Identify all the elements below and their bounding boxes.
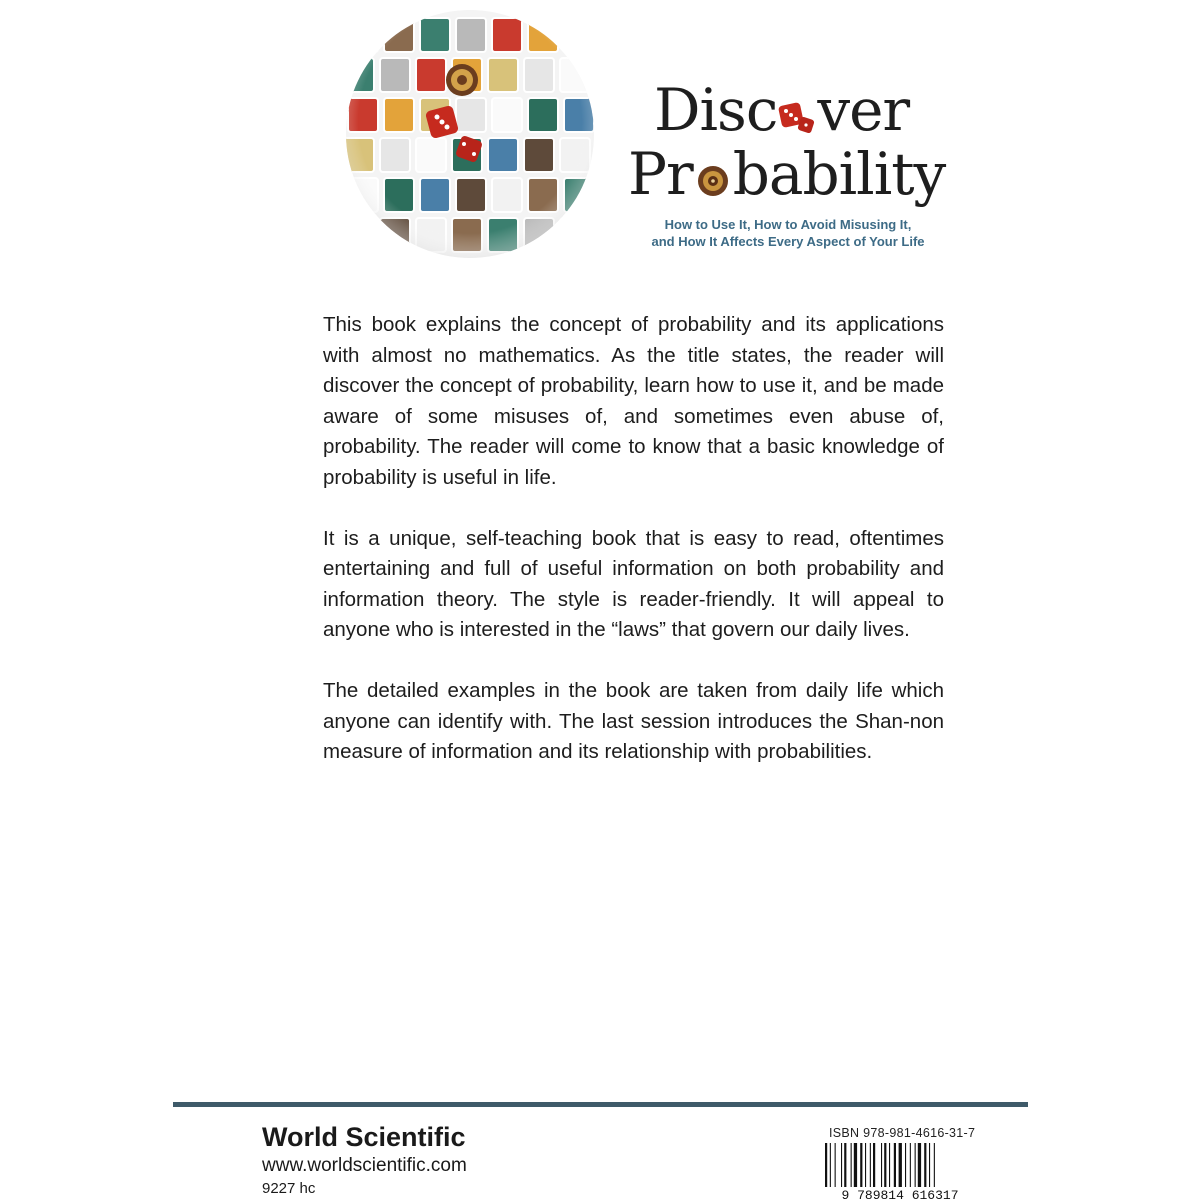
title-text-part1: Disc bbox=[654, 76, 778, 144]
barcode-bar bbox=[865, 1143, 866, 1187]
barcode-bar bbox=[905, 1143, 906, 1187]
barcode-bar bbox=[910, 1143, 911, 1187]
title-line-probability bbox=[600, 142, 960, 206]
globe-tile bbox=[560, 218, 590, 252]
globe-tile bbox=[564, 18, 594, 52]
publisher-block bbox=[262, 1121, 467, 1199]
barcode-bar bbox=[915, 1143, 916, 1187]
barcode-digits: 9 789814 616317 bbox=[841, 1188, 959, 1201]
barcode-bar bbox=[844, 1143, 846, 1187]
barcode-bar bbox=[929, 1143, 930, 1187]
product-code: 9227 hc bbox=[262, 1180, 316, 1197]
barcode-bar bbox=[835, 1143, 836, 1187]
barcode-bar bbox=[881, 1143, 882, 1187]
barcode-bar bbox=[899, 1143, 902, 1187]
title-line-discover bbox=[600, 78, 960, 142]
barcode-bars bbox=[825, 1143, 935, 1187]
book-description bbox=[323, 310, 944, 798]
isbn-label: ISBN 978-981-4616-31-7 bbox=[829, 1126, 976, 1140]
barcode-bar bbox=[854, 1143, 857, 1187]
title-text-part2-start: Pr bbox=[628, 140, 693, 208]
publisher-url: www.worldscientific.com bbox=[262, 1155, 467, 1176]
subtitle-line-1: How to Use It, How to Avoid Misusing It, bbox=[664, 217, 912, 232]
description-paragraph: This book explains the concept of probability and its applications with almost no mathematics. As the title states, the reader will discover the concept of probability, learn how to use it, and be made aware of some misuses of, and sometimes even abuse of, probability. The reader will come to know that a basic knowledge of probability is useful in life. bbox=[323, 313, 944, 489]
barcode-bar bbox=[924, 1143, 926, 1187]
footer-divider bbox=[173, 1102, 1028, 1107]
barcode-bar bbox=[894, 1143, 896, 1187]
barcode-bar bbox=[860, 1143, 862, 1187]
subtitle-line-2: and How It Affects Every Aspect of Your Life bbox=[651, 234, 925, 249]
barcode-bar bbox=[884, 1143, 886, 1187]
description-paragraph: It is a unique, self-teaching book that is easy to read, oftentimes entertaining and full of useful information on both probability and information theory. The style is reader-friendly. It will appeal to anyone who is interested in the “laws” that govern our daily lives. bbox=[323, 526, 944, 641]
roulette-letter-icon bbox=[693, 154, 733, 198]
title-text-part2-end: bability bbox=[732, 140, 946, 208]
barcode bbox=[823, 1143, 977, 1201]
globe-tile bbox=[344, 218, 374, 252]
barcode-bar bbox=[830, 1143, 831, 1187]
publisher-name: World Scientific bbox=[262, 1122, 466, 1152]
barcode-bar bbox=[870, 1143, 871, 1187]
globe-collage-image bbox=[340, 0, 600, 272]
title-block bbox=[600, 78, 960, 250]
dice-letter-icon bbox=[777, 90, 817, 134]
globe-tile bbox=[348, 18, 378, 52]
barcode-bar bbox=[918, 1143, 921, 1187]
barcode-bar bbox=[934, 1143, 935, 1187]
barcode-bar bbox=[825, 1143, 827, 1187]
subtitle bbox=[600, 216, 960, 250]
barcode-bar bbox=[889, 1143, 890, 1187]
barcode-bar bbox=[841, 1143, 842, 1187]
roulette-wheel-icon bbox=[446, 64, 478, 96]
barcode-bar bbox=[851, 1143, 852, 1187]
barcode-bar bbox=[873, 1143, 875, 1187]
title-text-part1-end: ver bbox=[817, 76, 910, 144]
description-paragraph: The detailed examples in the book are taken from daily life which anyone can identify with. The last session introduces the Shan-non measure of information and its relationship with probabilities. bbox=[323, 679, 944, 763]
